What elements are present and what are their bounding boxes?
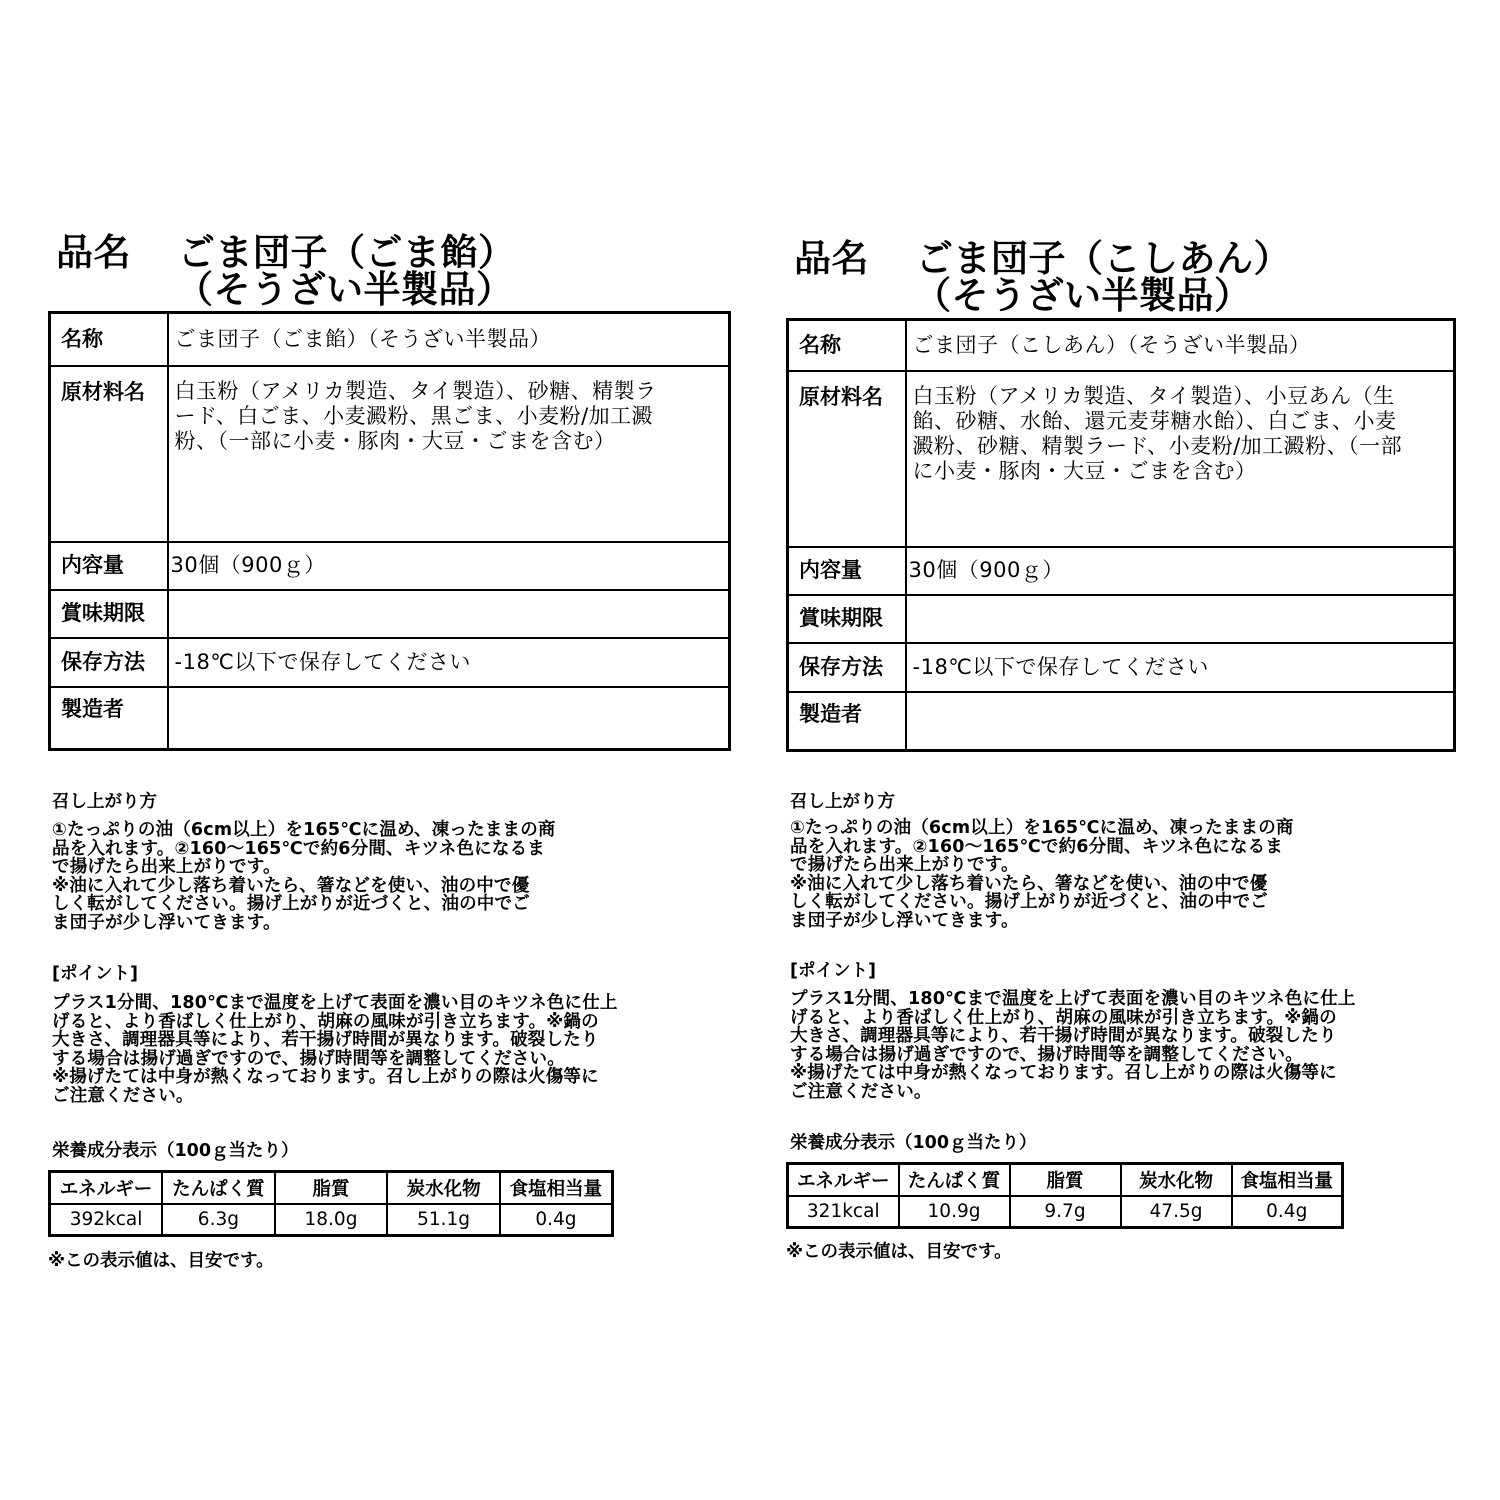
- nutrition-header: エネルギー: [50, 1172, 163, 1204]
- nutrition-header: 脂質: [275, 1172, 388, 1204]
- product-subtitle: （そうざい半製品）: [914, 274, 1252, 317]
- spec-row-content: [50, 542, 730, 590]
- product-label-right: [786, 0, 1476, 1500]
- spec-key: 名称: [50, 313, 168, 366]
- spec-row-storage: [788, 643, 1455, 692]
- nutrition-value: 47.5g: [1121, 1196, 1232, 1228]
- spec-row-expiry: [50, 590, 730, 638]
- spec-value: [168, 687, 730, 750]
- howto-text: ①たっぷりの油（6cm以上）を165℃に温め、凍ったままの商 品を入れます。②160～165℃で約6分間、キツネ色になるま で揚げたら出来上がりです。 ※油に入れて少し落ち着いたら、箸などを使い、油の中で優 しく転がしてください。揚げ上がりが近づくと、油の中でご ま団子が少し浮いてきます。: [52, 820, 556, 933]
- spec-key: 内容量: [50, 542, 168, 590]
- spec-row-storage: [50, 638, 730, 687]
- nutrition-header: たんぱく質: [899, 1164, 1010, 1196]
- spec-row-maker: [788, 692, 1455, 751]
- spec-key: 賞味期限: [788, 595, 906, 643]
- nutrition-header: エネルギー: [788, 1164, 899, 1196]
- spec-key: 保存方法: [50, 638, 168, 687]
- howto-heading: 召し上がり方: [52, 792, 157, 812]
- spec-row-name: [50, 313, 730, 366]
- spec-key: 製造者: [50, 687, 168, 750]
- point-heading: [ポイント]: [52, 964, 138, 984]
- product-title: [794, 237, 1291, 280]
- nutrition-header: 炭水化物: [387, 1172, 500, 1204]
- nutrition-note: ※この表示値は、目安です。: [48, 1251, 274, 1271]
- howto-text: ①たっぷりの油（6cm以上）を165℃に温め、凍ったままの商 品を入れます。②160～165℃で約6分間、キツネ色になるま で揚げたら出来上がりです。 ※油に入れて少し落ち着いたら、箸などを使い、油の中で優 しく転がしてください。揚げ上がりが近づくと、油の中でご ま団子が少し浮いてきます。: [790, 818, 1294, 931]
- spec-value: 白玉粉（アメリカ製造、タイ製造）、砂糖、精製ラード、白ごま、小麦澱粉、黒ごま、小麦粉/加工澱粉、（一部に小麦・豚肉・大豆・ごまを含む）: [168, 366, 730, 542]
- nutrition-value: 10.9g: [899, 1196, 1010, 1228]
- spec-row-content: [788, 547, 1455, 595]
- title-label: 品名: [56, 231, 131, 274]
- spec-value: 30個（900ｇ）: [906, 547, 1455, 595]
- spec-value: -18℃以下で保存してください: [168, 638, 730, 687]
- nutrition-header: 食塩相当量: [1232, 1164, 1343, 1196]
- nutrition-heading: 栄養成分表示（100ｇ当たり）: [52, 1141, 299, 1161]
- spec-key: 賞味期限: [50, 590, 168, 638]
- nutrition-value: 18.0g: [275, 1204, 388, 1236]
- spec-key: 名称: [788, 320, 906, 371]
- title-label: 品名: [794, 237, 869, 280]
- spec-table: [786, 318, 1456, 752]
- nutrition-header: 脂質: [1010, 1164, 1121, 1196]
- howto-heading: 召し上がり方: [790, 792, 895, 812]
- nutrition-value: 321kcal: [788, 1196, 899, 1228]
- product-title: [56, 231, 516, 274]
- nutrition-header: 食塩相当量: [500, 1172, 613, 1204]
- nutrition-table: [48, 1170, 614, 1237]
- nutrition-value: 0.4g: [500, 1204, 613, 1236]
- spec-row-maker: [50, 687, 730, 750]
- spec-value: ごま団子（こしあん）（そうざい半製品）: [906, 320, 1455, 371]
- nutrition-value: 51.1g: [387, 1204, 500, 1236]
- spec-row-ingredients: [50, 366, 730, 542]
- nutrition-table: [786, 1162, 1344, 1229]
- nutrition-value-row: [788, 1196, 1343, 1228]
- spec-row-expiry: [788, 595, 1455, 643]
- point-text: プラス1分間、180℃まで温度を上げて表面を濃い目のキツネ色に仕上 げると、より香ばしく仕上がり、胡麻の風味が引き立ちます。※鍋の 大きさ、調理器具等により、若干揚げ時間が異なります。破裂したり する場合は揚げ過ぎですので、揚げ時間等を調整してください。 ※揚げたては中身が熱くなっております。召し上がりの際は火傷等に ご注意ください。: [790, 989, 1356, 1102]
- nutrition-value-row: [50, 1204, 613, 1236]
- spec-key: 保存方法: [788, 643, 906, 692]
- nutrition-header-row: [50, 1172, 613, 1204]
- spec-value: [168, 590, 730, 638]
- product-subtitle: （そうざい半製品）: [176, 268, 514, 311]
- spec-value: ごま団子（ごま餡）（そうざい半製品）: [168, 313, 730, 366]
- nutrition-value: 392kcal: [50, 1204, 163, 1236]
- nutrition-value: 0.4g: [1232, 1196, 1343, 1228]
- title-name: ごま団子（ごま餡）: [178, 231, 516, 274]
- nutrition-note: ※この表示値は、目安です。: [786, 1242, 1012, 1262]
- spec-value: 白玉粉（アメリカ製造、タイ製造）、小豆あん（生餡、砂糖、水飴、還元麦芽糖水飴）、白ごま、小麦澱粉、砂糖、精製ラード、小麦粉/加工澱粉、（一部に小麦・豚肉・大豆・ごまを含む）: [906, 371, 1455, 547]
- spec-value: [906, 595, 1455, 643]
- spec-key: 原材料名: [50, 366, 168, 542]
- nutrition-header-row: [788, 1164, 1343, 1196]
- product-label-left: [48, 0, 738, 1500]
- point-heading: [ポイント]: [790, 961, 876, 981]
- spec-row-name: [788, 320, 1455, 371]
- spec-table: [48, 311, 731, 751]
- spec-value: [906, 692, 1455, 751]
- spec-key: 内容量: [788, 547, 906, 595]
- nutrition-heading: 栄養成分表示（100ｇ当たり）: [790, 1133, 1037, 1153]
- spec-value: -18℃以下で保存してください: [906, 643, 1455, 692]
- nutrition-value: 9.7g: [1010, 1196, 1121, 1228]
- spec-key: 原材料名: [788, 371, 906, 547]
- nutrition-header: 炭水化物: [1121, 1164, 1232, 1196]
- spec-row-ingredients: [788, 371, 1455, 547]
- nutrition-header: たんぱく質: [162, 1172, 275, 1204]
- title-name: ごま団子（こしあん）: [916, 237, 1291, 280]
- nutrition-value: 6.3g: [162, 1204, 275, 1236]
- spec-key: 製造者: [788, 692, 906, 751]
- point-text: プラス1分間、180℃まで温度を上げて表面を濃い目のキツネ色に仕上 げると、より香ばしく仕上がり、胡麻の風味が引き立ちます。※鍋の 大きさ、調理器具等により、若干揚げ時間が異なります。破裂したり する場合は揚げ過ぎですので、揚げ時間等を調整してください。 ※揚げたては中身が熱くなっております。召し上がりの際は火傷等に ご注意ください。: [52, 993, 618, 1106]
- spec-value: 30個（900ｇ）: [168, 542, 730, 590]
